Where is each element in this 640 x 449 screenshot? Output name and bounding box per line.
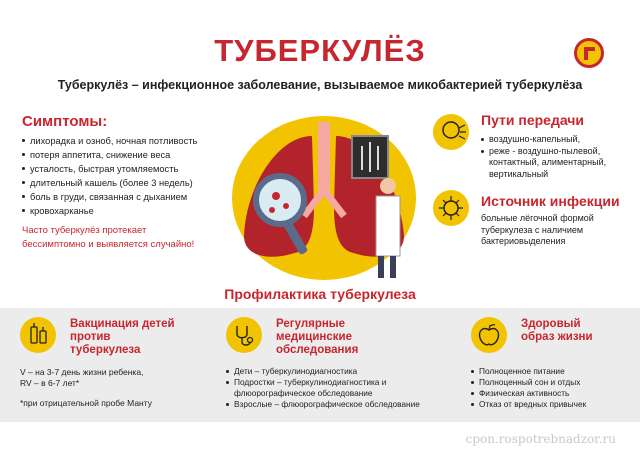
symptoms-title: Симптомы:	[22, 113, 108, 130]
list-item: длительный кашель (более 3 недель)	[22, 176, 197, 190]
stethoscope-icon	[226, 317, 262, 353]
transmission-title: Пути передачи	[481, 112, 585, 128]
list-item: потеря аппетита, снижение веса	[22, 148, 197, 162]
lungs-illustration	[228, 106, 420, 284]
symptoms-note-line: Часто туберкулёз протекает	[22, 225, 147, 236]
vaccination-title: Вакцинация детей против туберкулеза	[70, 318, 175, 356]
vaccination-schedule	[20, 367, 200, 389]
logo-icon	[574, 38, 604, 68]
apple-icon	[471, 317, 507, 353]
list-item: Подростки – туберкулинодиагностика и флюорографическое обследование	[226, 377, 436, 399]
vaccination-line: RV – в 6-7 лет*	[20, 378, 80, 388]
list-item: Отказ от вредных привычек	[471, 399, 621, 410]
lifestyle-list	[471, 366, 621, 410]
prevention-title: Профилактика туберкулеза	[224, 286, 416, 302]
vaccine-icon	[20, 317, 56, 353]
lifestyle-title: Здоровый образ жизни	[521, 318, 593, 343]
screening-title: Регулярные медицинские обследования	[276, 318, 359, 356]
list-item: Полноценный сон и отдых	[471, 377, 621, 388]
face-icon	[433, 114, 469, 150]
list-item: воздушно-капельный,	[481, 134, 621, 146]
list-item: Взрослые – флюорографическое обследование	[226, 399, 436, 410]
list-item: Полноценное питание	[471, 366, 621, 377]
list-item: Физическая активность	[471, 388, 621, 399]
list-item: реже - воздушно-пылевой, контактный, алиментарный, вертикальный	[481, 146, 621, 181]
list-item: Дети – туберкулинодиагностика	[226, 366, 436, 377]
vaccination-note: *при отрицательной пробе Манту	[20, 398, 152, 408]
symptoms-note-line: бессимптомно и выявляется случайно!	[22, 239, 195, 250]
bacteria-icon	[433, 190, 469, 226]
list-item: лихорадка и озноб, ночная потливость	[22, 134, 197, 148]
list-item: кровохарканье	[22, 204, 197, 218]
symptoms-list	[22, 134, 197, 218]
list-item: боль в груди, связанная с дыханием	[22, 190, 197, 204]
list-item: усталость, быстрая утомляемость	[22, 162, 197, 176]
source-text: больные лёгочной формой туберкулеза с наличием бактериовыделения	[481, 213, 594, 246]
page-title: ТУБЕРКУЛЁЗ	[214, 33, 426, 68]
vaccination-line: V – на 3-7 день жизни ребенка,	[20, 367, 144, 377]
transmission-list	[481, 134, 621, 180]
symptoms-note	[22, 224, 194, 252]
watermark: cpon.rospotrebnadzor.ru	[465, 432, 616, 446]
source-title: Источник инфекции	[481, 193, 620, 209]
page-subtitle: Туберкулёз – инфекционное заболевание, вызываемое микобактерией туберкулёза	[57, 78, 583, 92]
screening-list	[226, 366, 436, 410]
